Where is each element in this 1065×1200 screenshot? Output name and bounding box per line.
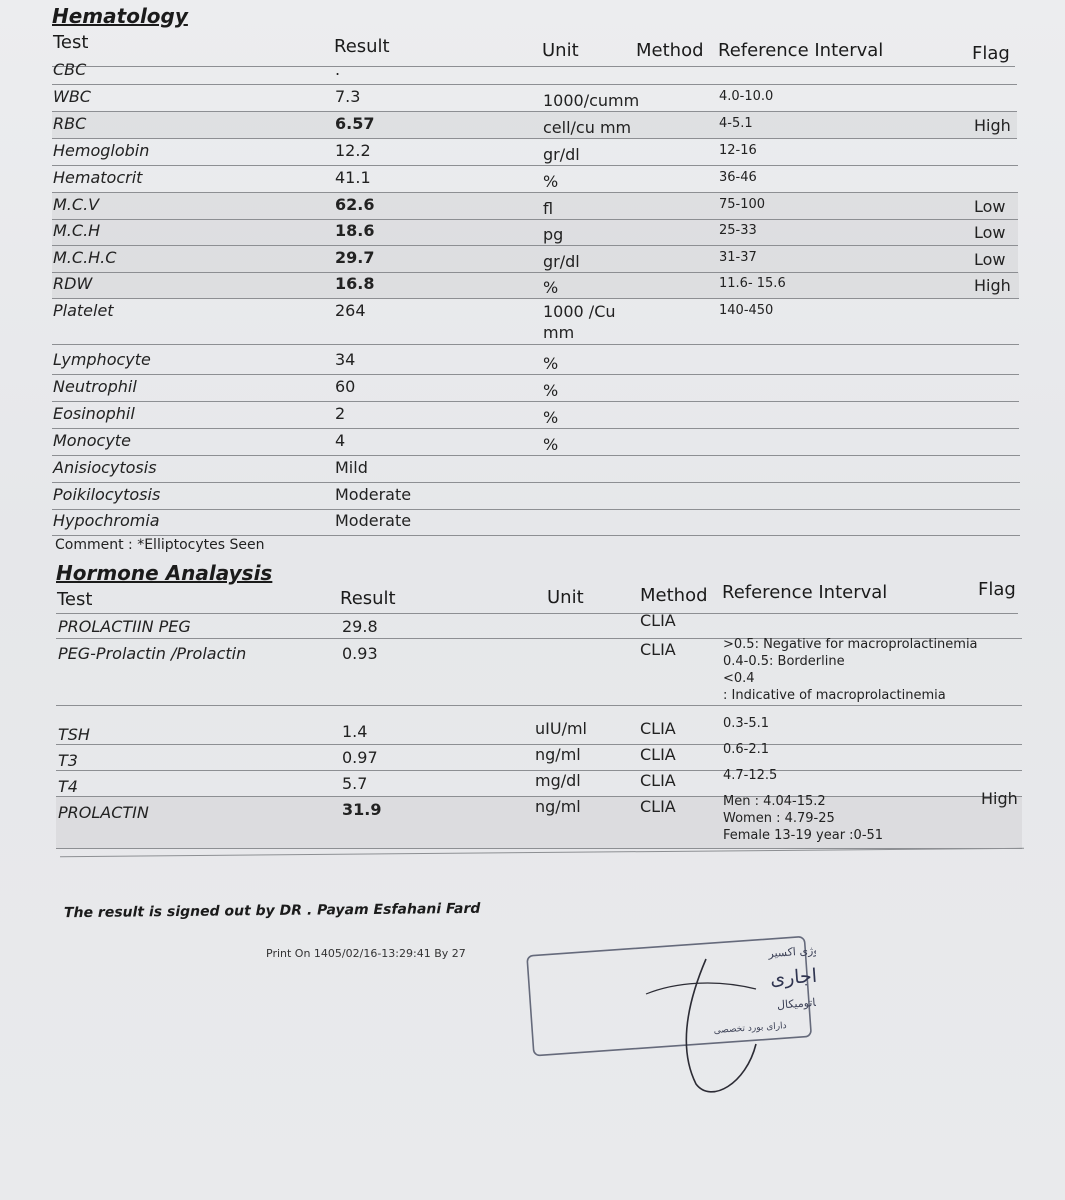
stamp-line1: پاتوبیولوژی اکسیر (767, 941, 816, 961)
test-name: Lymphocyte (53, 350, 151, 369)
result-value: 0.97 (342, 748, 378, 767)
hematology-comment: Comment : *Elliptocytes Seen (55, 537, 265, 553)
unit-value: mg/dl (535, 771, 581, 790)
test-name: Anisiocytosis (53, 458, 157, 477)
method-value: CLIA (640, 611, 676, 630)
hor-header-reference: Reference Interval (722, 582, 888, 603)
table-row (52, 166, 1018, 193)
reference-line: Women : 4.79-25 (723, 811, 835, 826)
result-value: 31.9 (342, 800, 382, 819)
hor-header-test: Test (57, 589, 93, 610)
table-row (52, 402, 1019, 429)
reference-range: 4-5.1 (719, 116, 753, 131)
reference-range: 31-37 (719, 250, 757, 265)
table-row (52, 85, 1017, 112)
unit-value: cell/cu mm (543, 118, 632, 137)
flag-value: High (974, 116, 1011, 135)
unit-value: 1000/cumm (543, 91, 640, 110)
unit-value: 1000 /Cu mm (543, 302, 616, 342)
unit-value: ng/ml (535, 745, 581, 764)
stamp-graphic (526, 934, 816, 1104)
hor-header-result: Result (340, 588, 396, 609)
hor-header-method: Method (640, 585, 708, 606)
table-row (52, 112, 1017, 139)
test-name: Hemoglobin (53, 141, 150, 160)
end-rule (60, 848, 1024, 857)
result-value: Mild (335, 458, 368, 477)
table-row (52, 299, 1019, 345)
result-value: 29.8 (342, 617, 378, 636)
unit-value: uIU/ml (535, 719, 587, 738)
result-value: 6.57 (335, 114, 375, 133)
test-name: PROLACTIN (58, 803, 149, 822)
test-name: CBC (53, 60, 87, 79)
hem-header-flag: Flag (972, 43, 1010, 64)
unit-value: % (543, 172, 559, 191)
unit-value: % (543, 354, 559, 373)
method-value: CLIA (640, 640, 676, 659)
result-value: . (335, 60, 341, 79)
test-name: Monocyte (53, 431, 131, 450)
reference-range (723, 715, 769, 732)
test-name: PROLACTIIN PEG (58, 617, 191, 636)
result-value: 4 (335, 431, 346, 450)
unit-value: pg (543, 225, 564, 244)
print-info: Print On 1405/02/16-13:29:41 By 27 (266, 947, 466, 960)
test-name: Hypochromia (53, 511, 160, 530)
flag-value: Low (974, 223, 1006, 242)
test-name: Platelet (53, 301, 114, 320)
method-value: CLIA (640, 797, 676, 816)
test-name: RBC (53, 114, 87, 133)
reference-range: 4.0-10.0 (719, 89, 774, 104)
reference-range (723, 793, 883, 844)
hormone-title: Hormone Analaysis (56, 561, 273, 585)
hem-header-method: Method (636, 40, 704, 61)
test-name: WBC (53, 87, 91, 106)
test-name: M.C.H.C (53, 248, 117, 267)
stamp-line3: آناتومیکال (776, 995, 816, 1012)
pathologist-stamp (526, 934, 816, 1104)
table-row (52, 139, 1018, 166)
reference-line: <0.4 (723, 671, 755, 686)
reference-line: 4.7-12.5 (723, 768, 778, 783)
reference-line: 0.4-0.5: Borderline (723, 654, 845, 669)
reference-range (723, 767, 777, 784)
test-name: Poikilocytosis (53, 485, 161, 504)
result-value: 0.93 (342, 644, 378, 663)
reference-range: 75-100 (719, 197, 766, 212)
table-row (52, 375, 1019, 402)
reference-range (723, 741, 769, 758)
table-row (56, 789, 1022, 849)
result-value: 264 (335, 301, 366, 320)
result-value: Moderate (335, 511, 412, 530)
result-value: 16.8 (335, 274, 375, 293)
table-row (52, 193, 1018, 220)
unit-value: % (543, 381, 559, 400)
hor-header-unit: Unit (547, 587, 584, 608)
result-value: 29.7 (335, 248, 375, 267)
row-divider (52, 535, 1020, 536)
reference-line: : Indicative of macroprolactinemia (723, 688, 946, 703)
test-name: PEG-Prolactin /Prolactin (58, 644, 247, 663)
test-name: Hematocrit (53, 168, 143, 187)
unit-value: fl (543, 199, 554, 218)
unit-value: % (543, 435, 559, 454)
reference-line: Men : 4.04-15.2 (723, 794, 826, 809)
stamp-line2: واجاری (769, 964, 816, 991)
hem-header-result: Result (334, 36, 390, 57)
unit-value: % (543, 408, 559, 427)
method-value: CLIA (640, 745, 676, 764)
test-name: Eosinophil (53, 404, 135, 423)
reference-line: 0.6-2.1 (723, 742, 770, 757)
row-divider (52, 344, 1019, 345)
reference-line: 0.3-5.1 (723, 716, 770, 731)
table-row (52, 58, 1017, 85)
result-value: 7.3 (335, 87, 361, 106)
hor-header-flag: Flag (978, 579, 1016, 600)
result-value: 12.2 (335, 141, 371, 160)
reference-line: Female 13-19 year :0-51 (723, 828, 884, 843)
signed-by: The result is signed out by DR . Payam Esfahani Fard (63, 900, 481, 922)
test-name: Neutrophil (53, 377, 137, 396)
result-value: 60 (335, 377, 356, 396)
test-name: M.C.V (53, 195, 100, 214)
test-name: T3 (58, 751, 78, 770)
method-value: CLIA (640, 719, 676, 738)
signature-stroke-2 (646, 983, 756, 994)
stamp-line4: دارای بورد تخصصی (713, 1021, 787, 1037)
unit-value: gr/dl (543, 252, 580, 271)
result-value: 18.6 (335, 221, 375, 240)
table-row (56, 637, 1022, 706)
unit-value: ng/ml (535, 797, 581, 816)
result-value: 34 (335, 350, 356, 369)
reference-line: >0.5: Negative for macroprolactinemia (723, 637, 978, 652)
flag-value: High (974, 276, 1011, 295)
table-row (56, 716, 1022, 745)
result-value: 5.7 (342, 774, 368, 793)
reference-range: 11.6- 15.6 (719, 276, 786, 291)
method-value: CLIA (640, 771, 676, 790)
unit-value: gr/dl (543, 145, 580, 164)
reference-range (723, 636, 978, 704)
table-row (52, 219, 1018, 246)
reference-range: 25-33 (719, 223, 757, 238)
hem-header-unit: Unit (542, 40, 579, 61)
test-name: RDW (53, 274, 93, 293)
result-value: 2 (335, 404, 346, 423)
result-value: 62.6 (335, 195, 375, 214)
unit-value: % (543, 278, 559, 297)
test-name: M.C.H (53, 221, 101, 240)
result-value: 41.1 (335, 168, 371, 187)
result-value: Moderate (335, 485, 412, 504)
table-row (52, 509, 1020, 536)
test-name: TSH (58, 725, 90, 744)
reference-range: 140-450 (719, 303, 774, 318)
table-row (52, 456, 1020, 483)
flag-value: Low (974, 250, 1006, 269)
table-row (52, 483, 1020, 510)
table-row (52, 272, 1019, 299)
table-row (52, 246, 1018, 273)
hem-header-test: Test (53, 32, 89, 53)
table-row (52, 429, 1020, 456)
table-row (56, 742, 1022, 771)
reference-range: 36-46 (719, 170, 757, 185)
hem-header-reference: Reference Interval (718, 40, 884, 61)
reference-range: 12-16 (719, 143, 757, 158)
test-name: T4 (58, 777, 78, 796)
flag-value: High (981, 789, 1018, 808)
result-value: 1.4 (342, 722, 368, 741)
table-row (52, 348, 1019, 375)
row-divider (56, 705, 1022, 706)
flag-value: Low (974, 197, 1006, 216)
hematology-title: Hematology (52, 4, 188, 28)
